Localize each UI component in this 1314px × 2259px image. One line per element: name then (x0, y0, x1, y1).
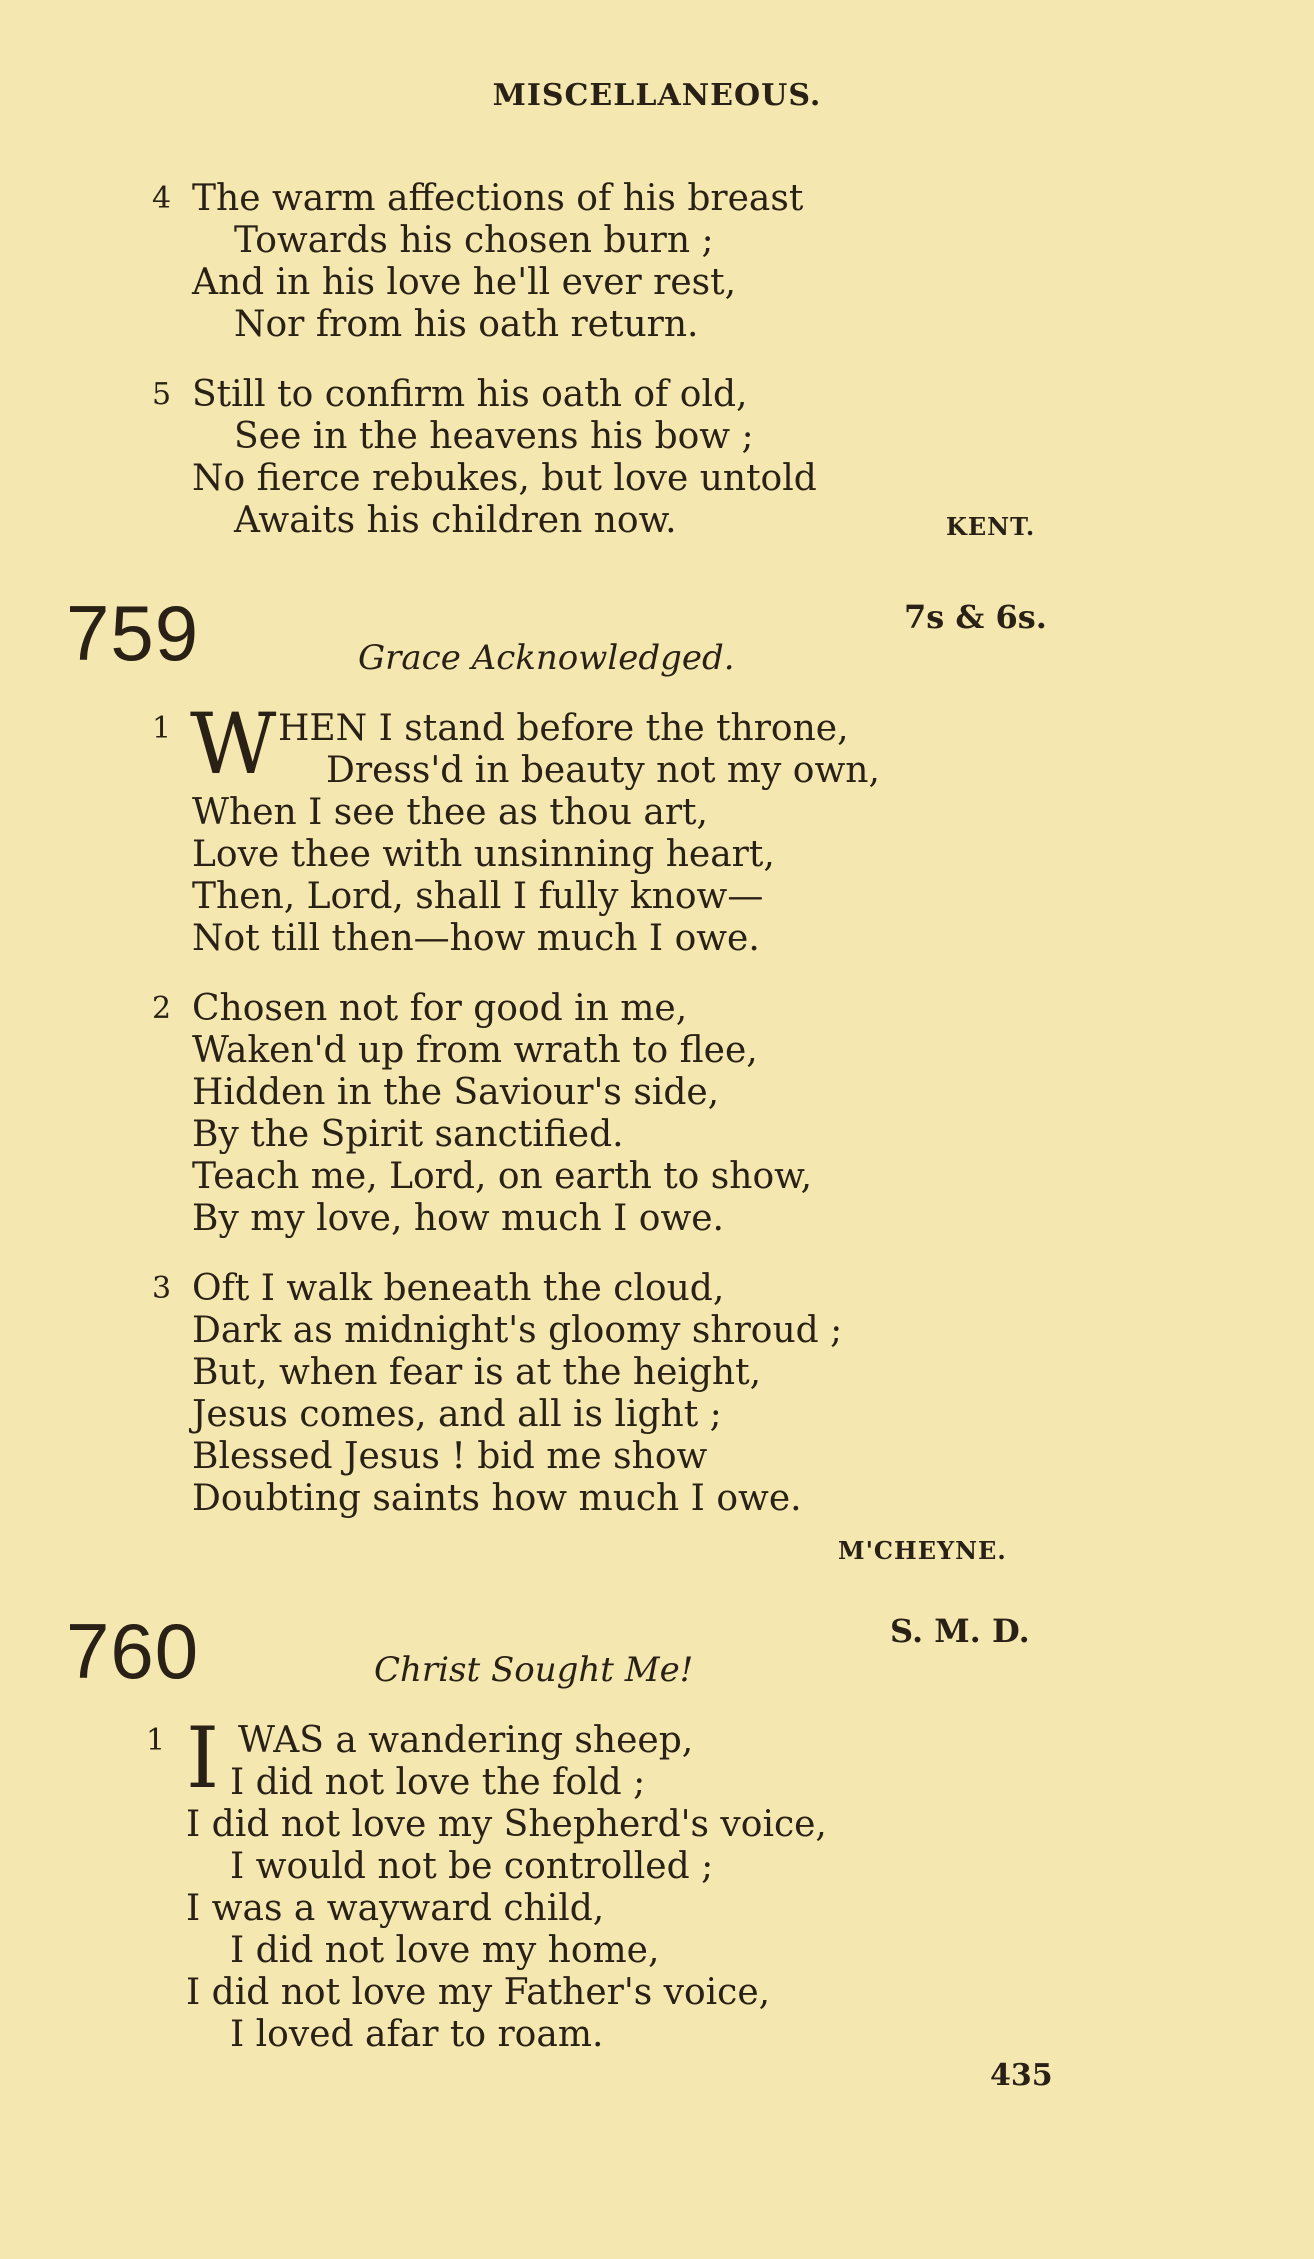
verse-line: Jesus comes, and all is light ; (192, 1394, 722, 1435)
verse-line: By the Spirit sanctified. (192, 1114, 624, 1155)
verse-line: I did not love my Shepherd's voice, (186, 1804, 827, 1845)
verse-line: I loved afar to roam. (230, 2014, 604, 2055)
verse-line: Dress'd in beauty not my own, (326, 750, 880, 791)
verse-line: I was a wayward child, (186, 1888, 605, 1929)
verse-line: Blessed Jesus ! bid me show (192, 1436, 708, 1477)
author-attribution: M'CHEYNE. (838, 1536, 1007, 1565)
drop-cap: W (190, 695, 277, 793)
verse-line: HEN I stand before the throne, (278, 708, 849, 749)
page-header: MISCELLANEOUS. (492, 78, 822, 113)
verse-line: Waken'd up from wrath to flee, (192, 1030, 758, 1071)
verse-number: 3 (152, 1271, 172, 1306)
verse-line: I would not be controlled ; (230, 1846, 714, 1887)
drop-cap: I (186, 1709, 220, 1807)
hymn-number: 760 (66, 1607, 200, 1695)
verse-line: I did not love my home, (230, 1930, 660, 1971)
verse-line: Awaits his children now. (234, 500, 677, 541)
hymn-number: 759 (66, 589, 200, 677)
verse-line: The warm affections of his breast (192, 178, 804, 219)
verse-line: Teach me, Lord, on earth to show, (192, 1156, 813, 1197)
verse-line: I did not love the fold ; (230, 1762, 646, 1803)
verse-line: Love thee with unsinning heart, (192, 834, 775, 875)
hymn-title: Christ Sought Me! (374, 1650, 694, 1690)
verse-line: Towards his chosen burn ; (234, 220, 714, 261)
verse-line: I did not love my Father's voice, (186, 1972, 771, 2013)
verse-line: No fierce rebukes, but love untold (192, 458, 817, 499)
verse-line: Hidden in the Saviour's side, (192, 1072, 720, 1113)
verse-number: 1 (152, 711, 172, 746)
verse-line: Oft I walk beneath the cloud, (192, 1268, 725, 1309)
verse-line: Then, Lord, shall I fully know— (192, 876, 764, 917)
verse-number: 5 (152, 377, 172, 412)
hymn-meter: 7s & 6s. (904, 598, 1047, 636)
verse-line: When I see thee as thou art, (192, 792, 708, 833)
verse-line: Nor from his oath return. (234, 304, 699, 345)
verse-number: 4 (152, 181, 172, 216)
verse-line: And in his love he'll ever rest, (192, 262, 737, 303)
verse-line: Doubting saints how much I owe. (192, 1478, 802, 1519)
verse-line: WAS a wandering sheep, (238, 1720, 694, 1761)
verse-number: 2 (152, 991, 172, 1026)
verse-line: Dark as midnight's gloomy shroud ; (192, 1310, 843, 1351)
verse-number: 1 (146, 1723, 166, 1758)
verse-line: By my love, how much I owe. (192, 1198, 725, 1239)
verse-line: But, when fear is at the height, (192, 1352, 762, 1393)
verse-line: Not till then—how much I owe. (192, 918, 760, 959)
verse-line: See in the heavens his bow ; (234, 416, 754, 457)
page-number: 435 (990, 2058, 1053, 2093)
author-attribution: KENT. (946, 512, 1036, 541)
hymn-title: Grace Acknowledged. (358, 638, 735, 678)
hymn-meter: S. M. D. (890, 1612, 1030, 1650)
verse-line: Chosen not for good in me, (192, 988, 688, 1029)
verse-line: Still to confirm his oath of old, (192, 374, 748, 415)
